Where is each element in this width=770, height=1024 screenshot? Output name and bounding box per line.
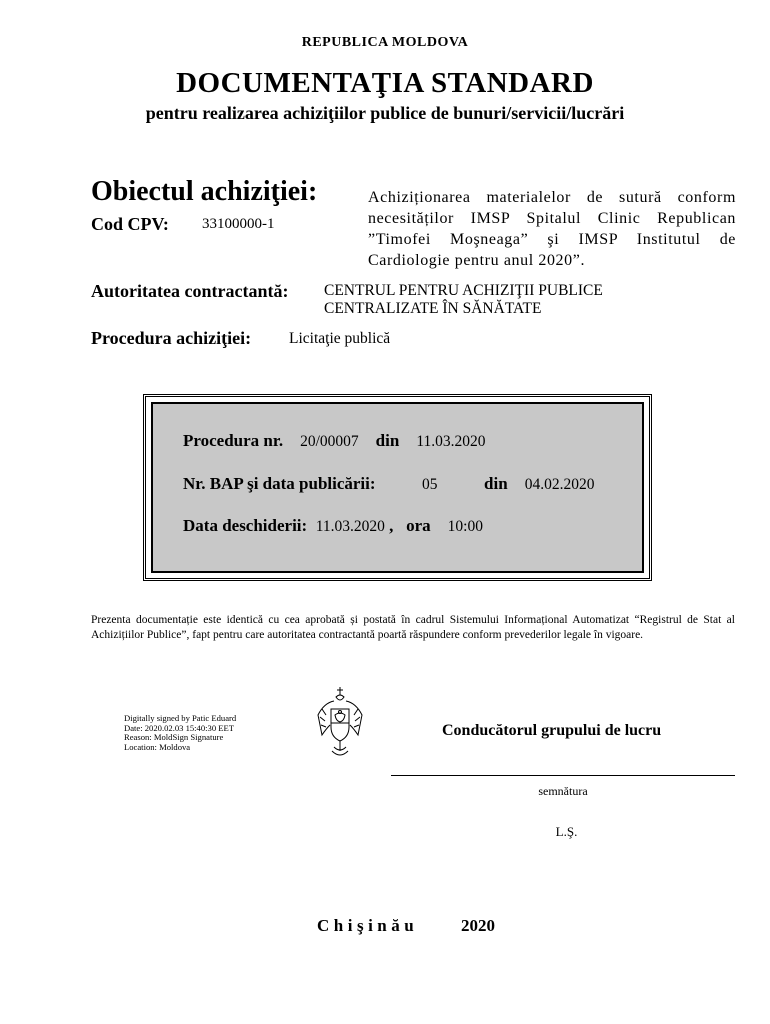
- bap-label: Nr. BAP şi data publicării:: [183, 474, 376, 493]
- authority-line-2: CENTRALIZATE ÎN SĂNĂTATE: [324, 300, 542, 317]
- contracting-authority-value: [324, 282, 664, 318]
- procedure-number-label: Procedura nr.: [183, 431, 284, 450]
- signature-caption: semnătura: [538, 784, 588, 798]
- digital-signature-block: [124, 714, 236, 752]
- digital-signature-reason: Reason: MoldSign Signature: [124, 732, 224, 742]
- digital-signature-date: Date: 2020.02.03 15:40:30 EET: [124, 722, 235, 733]
- conformity-statement: Prezenta documentație este identică cu cea aprobată și postată în cadrul Sistemului Informațional Automatizat “Registrul de Stat al Achizițiilor Publice”, fapt pentru care autoritatea contractantă poartă răspundere conform prevederilor legale în vigoare.: [91, 614, 735, 641]
- working-group-head-title: Conducătorul grupului de lucru: [442, 722, 662, 739]
- procedure-number-value: 20/00007: [300, 433, 359, 450]
- country-heading: REPUBLICA MOLDOVA: [301, 35, 469, 50]
- bap-din-label: din: [484, 474, 508, 493]
- opening-hour-value: 10:00: [447, 518, 483, 535]
- procurement-procedure-value: Licitaţie publică: [289, 330, 391, 347]
- procedure-number-row: [183, 431, 486, 451]
- cpv-code-value: 33100000-1: [202, 216, 275, 232]
- signature-line: [391, 775, 735, 776]
- bap-date-value: 04.02.2020: [524, 476, 595, 493]
- digital-signature-location: Location: Moldova: [124, 741, 191, 752]
- procurement-object-label: Obiectul achiziţiei:: [91, 176, 318, 207]
- procurement-object-description: Achiziționarea materialelor de sutură conform necesităților IMSP Spitalul Clinic Republican ”Timofei Moşneaga” şi IMSP Institutul de Cardiologie pentru anul 2020”.: [368, 189, 736, 269]
- procedure-info-panel: [151, 402, 644, 573]
- opening-hour-label: ora: [406, 516, 431, 535]
- opening-date-label: Data deschiderii:: [183, 516, 308, 535]
- digital-signature-signer: Digitally signed by Patic Eduard: [124, 713, 237, 723]
- document-subtitle: pentru realizarea achiziţiilor publice de bunuri/servicii/lucrări: [145, 103, 625, 123]
- procedure-date-value: 11.03.2020: [416, 433, 486, 450]
- bap-number-value: 05: [422, 476, 438, 493]
- opening-date-value: 11.03.2020: [315, 518, 385, 535]
- bap-row: [183, 474, 594, 494]
- authority-line-1: CENTRUL PENTRU ACHIZIŢII PUBLICE: [324, 282, 603, 299]
- procedure-info-box: [143, 394, 652, 581]
- contracting-authority-label: Autoritatea contractantă:: [91, 281, 289, 301]
- coat-of-arms-icon: [314, 685, 366, 759]
- seal-placeholder: L.Ş.: [555, 824, 578, 839]
- opening-date-row: [183, 516, 483, 536]
- procurement-procedure-label: Procedura achiziţiei:: [91, 328, 252, 348]
- footer-city: Chişinău: [317, 916, 419, 935]
- footer-year: 2020: [461, 916, 495, 935]
- opening-comma: ,: [389, 516, 394, 535]
- procedure-din-label: din: [375, 431, 400, 450]
- document-title: DOCUMENTAŢIA STANDARD: [176, 67, 594, 99]
- cpv-code-label: Cod CPV:: [91, 214, 169, 234]
